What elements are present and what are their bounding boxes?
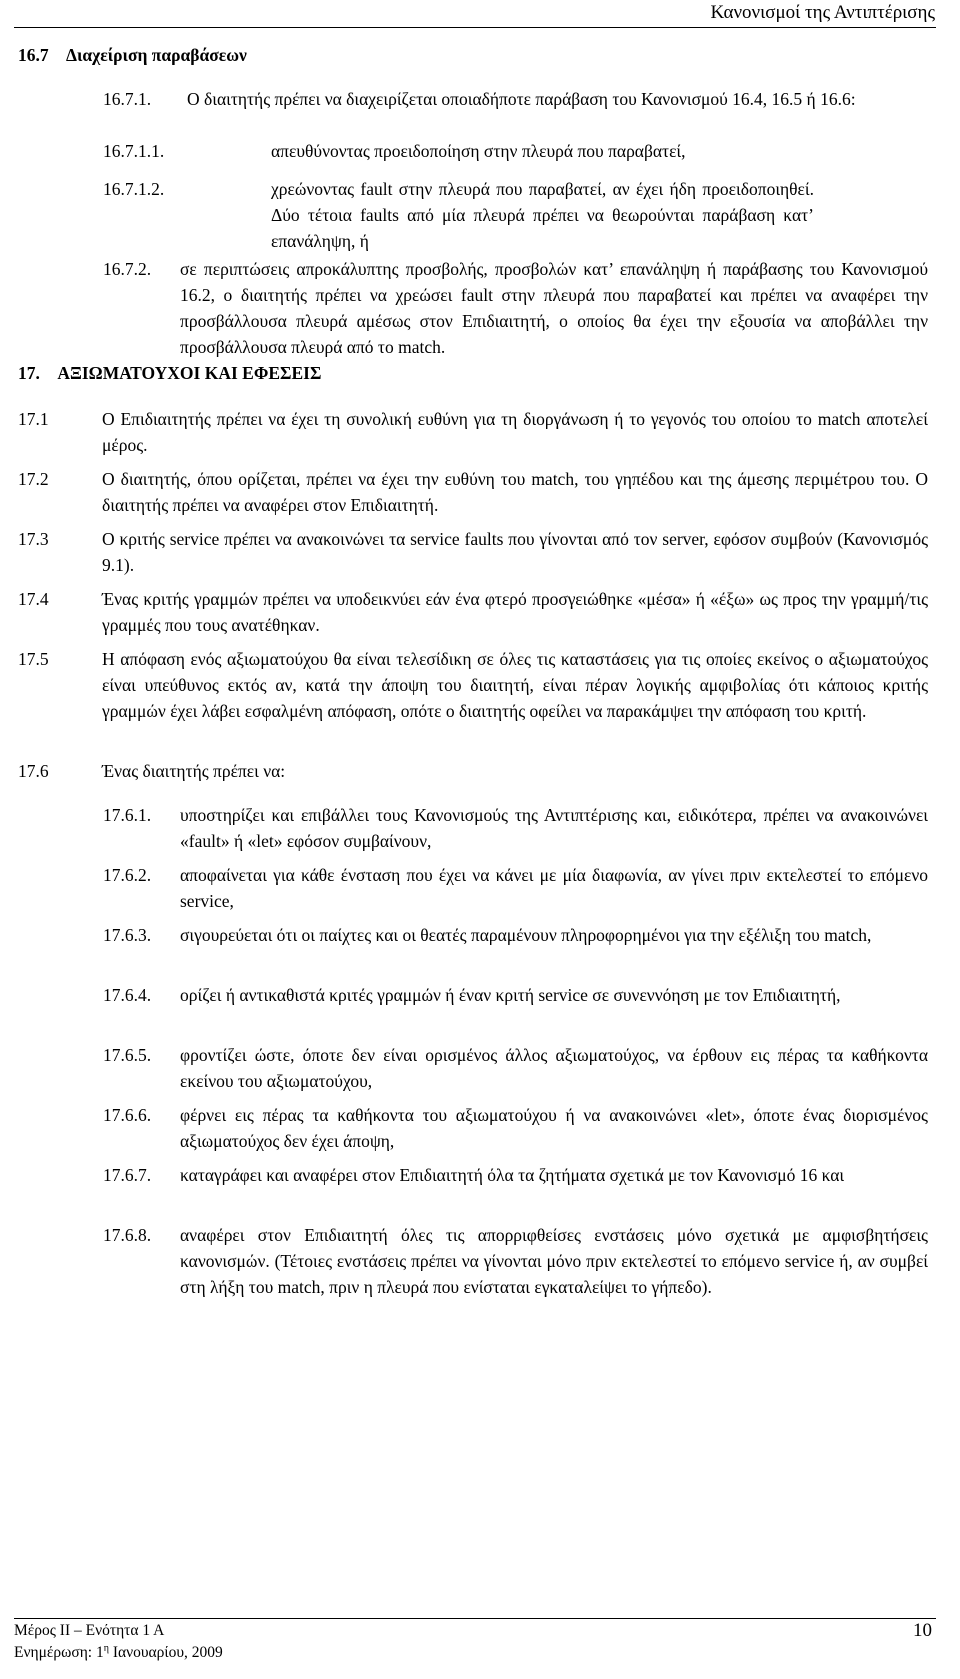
clause-number: 17.4 [18, 589, 49, 609]
clause-16-7-2 [103, 256, 928, 360]
clause-number: 17.6.3. [103, 925, 152, 945]
footer-date-prefix: Ενημέρωση: 1 [14, 1644, 104, 1661]
clause-number: 17.3 [18, 529, 49, 549]
clause-17-5 [18, 646, 928, 724]
clause-text: χρεώνοντας fault στην πλευρά που παραβατεί, αν έχει ήδη προειδοποιηθεί. Δύο τέτοια faults από μία πλευρά πρέπει να θεωρούνται παράβαση κατ’ επανάληψη, ή [271, 179, 814, 251]
clause-text: φροντίζει ώστε, όποτε δεν είναι ορισμένος άλλος αξιωματούχος, να έρθουν εις πέρας τα καθήκοντα εκείνου του αξιωματούχου, [180, 1045, 928, 1091]
clause-text: φέρνει εις πέρας τα καθήκοντα του αξιωματούχου ή να ανακοινώνει «let», όποτε ένας διορισμένος αξιωματούχος δεν έχει άποψη, [180, 1105, 928, 1151]
footer-rule [14, 1618, 936, 1619]
clause-17-6-6 [103, 1102, 928, 1154]
clause-17-6-8 [103, 1222, 928, 1300]
section-16-7-heading [18, 42, 247, 68]
clause-17-3 [18, 526, 928, 578]
clause-text: απευθύνοντας προειδοποίηση στην πλευρά που παραβατεί, [271, 141, 686, 161]
clause-text: Ένας κριτής γραμμών πρέπει να υποδεικνύει εάν ένα φτερό προσγειώθηκε «μέσα» ή «έξω» ως προς την γραμμή/τις γραμμές που τους ανατέθηκαν. [102, 589, 928, 635]
section-number: 16.7 [18, 45, 49, 65]
section-17-heading: 17. ΑΞΙΩΜΑΤΟΥΧΟΙ ΚΑΙ ΕΦΕΣΕΙΣ [18, 363, 322, 383]
clause-number: 17.6.2. [103, 865, 152, 885]
clause-number: 17.5 [18, 649, 49, 669]
clause-number: 17.6.4. [103, 985, 152, 1005]
clause-17-6-4 [103, 982, 928, 1008]
clause-17-6-2 [103, 862, 928, 914]
clause-text: καταγράφει και αναφέρει στον Επιδιαιτητή όλα τα ζητήματα σχετικά με τον Κανονισμό 16 και [180, 1165, 845, 1185]
page-number: 10 [913, 1620, 932, 1641]
clause-number: 17.2 [18, 469, 49, 489]
clause-number: 16.7.1.2. [103, 179, 165, 199]
clause-number: 16.7.1. [103, 89, 152, 109]
clause-number: 17.6.5. [103, 1045, 152, 1065]
clause-number: 17.6.7. [103, 1165, 152, 1185]
clause-text: σε περιπτώσεις απροκάλυπτης προσβολής, προσβολών κατ’ επανάληψη ή παράβασης του Κανονισμού 16.2, ο διαιτητής πρέπει να χρεώσει fault στην πλευρά που παραβατεί και πρέπει να αναφέρει την προσβάλλουσα πλευρά αμέσως στον Επιδιαιτητή, ο οποίος θα έχει την εξουσία να αποβάλλει την προσβάλλουσα πλευρά από το match. [180, 259, 928, 357]
clause-16-7-1 [103, 86, 928, 112]
header-rule [14, 27, 936, 28]
clause-17-1 [18, 406, 928, 458]
clause-16-7-1-1 [103, 138, 928, 164]
clause-number: 17.6.8. [103, 1225, 152, 1245]
clause-17-6-1 [103, 802, 928, 854]
clause-text: αναφέρει στον Επιδιαιτητή όλες τις απορριφθείσες ενστάσεις μόνο σχετικά με αμφισβητήσεις κανονισμών. (Τέτοιες ενστάσεις πρέπει να γίνονται μόνο πριν εκτελεστεί το επόμενο service ή, αν συμβεί στη λήξη του match, πριν η πλευρά που ενίσταται εγκαταλείψει το γήπεδο). [180, 1225, 928, 1297]
clause-17-6-7 [103, 1162, 928, 1188]
clause-text: Ο Επιδιαιτητής πρέπει να έχει τη συνολική ευθύνη για τη διοργάνωση ή το γεγονός του οποίου το match αποτελεί μέρος. [102, 409, 928, 455]
clause-number: 17.6 [18, 761, 49, 781]
footer-part-label: Μέρος ΙΙ – Ενότητα 1 Α [14, 1622, 165, 1639]
section-title: Διαχείριση παραβάσεων [66, 45, 247, 65]
footer-info [14, 1620, 223, 1664]
clause-17-6-3 [103, 922, 928, 948]
clause-number: 16.7.2. [103, 259, 152, 279]
clause-16-7-1-2 [103, 176, 814, 254]
clause-text: υποστηρίζει και επιβάλλει τους Κανονισμούς της Αντιπτέρισης και, ειδικότερα, πρέπει να ανακοινώνει «fault» ή «let» εφόσον συμβαίνουν, [180, 805, 928, 851]
clause-number: 16.7.1.1. [103, 141, 165, 161]
clause-text: αποφαίνεται για κάθε ένσταση που έχει να κάνει με μία διαφωνία, αν γίνει πριν εκτελεστεί το επόμενο service, [180, 865, 928, 911]
clause-17-6-5 [103, 1042, 928, 1094]
clause-text: Ο διαιτητής, όπου ορίζεται, πρέπει να έχει την ευθύνη του match, του γηπέδου και της άμεσης περιμέτρου του. Ο διαιτητής πρέπει να αναφέρει στον Επιδιαιτητή. [102, 469, 928, 515]
clause-17-4 [18, 586, 928, 638]
footer-update-date [14, 1642, 223, 1664]
clause-number: 17.6.1. [103, 805, 152, 825]
clause-text: Ένας διαιτητής πρέπει να: [102, 761, 286, 781]
footer-date-sup: η [103, 1642, 109, 1654]
clause-number: 17.6.6. [103, 1105, 152, 1125]
footer-date-suffix: Ιανουαρίου, 2009 [108, 1644, 223, 1661]
clause-text: ορίζει ή αντικαθιστά κριτές γραμμών ή έναν κριτή service σε συνεννόηση με τον Επιδιαιτητή, [180, 985, 841, 1005]
running-header-title: Κανονισμοί της Αντιπτέρισης [710, 2, 935, 23]
clause-number: 17.1 [18, 409, 49, 429]
clause-text: σιγουρεύεται ότι οι παίχτες και οι θεατές παραμένουν πληροφορημένοι για την εξέλιξη του match, [180, 925, 872, 945]
clause-17-2 [18, 466, 928, 518]
clause-text: Ο διαιτητής πρέπει να διαχειρίζεται οποιαδήποτε παράβαση του Κανονισμού 16.4, 16.5 ή 16.6: [187, 89, 856, 109]
clause-text: Ο κριτής service πρέπει να ανακοινώνει τα service faults που γίνονται από τον server, εφόσον συμβούν (Κανονισμός 9.1). [102, 529, 928, 575]
clause-17-6 [18, 758, 928, 784]
clause-text: Η απόφαση ενός αξιωματούχου θα είναι τελεσίδικη σε όλες τις καταστάσεις για τις οποίες εκείνος ο αξιωματούχος είναι υπεύθυνος εκτός αν, κατά την άποψη του διαιτητή, είναι πέραν λογικής αμφιβολίας ότι κάποιος κριτής γραμμών έχει λάβει εσφαλμένη απόφαση, οπότε ο διαιτητής οφείλει να παρακάμψει την απόφαση του κριτή. [102, 649, 928, 721]
